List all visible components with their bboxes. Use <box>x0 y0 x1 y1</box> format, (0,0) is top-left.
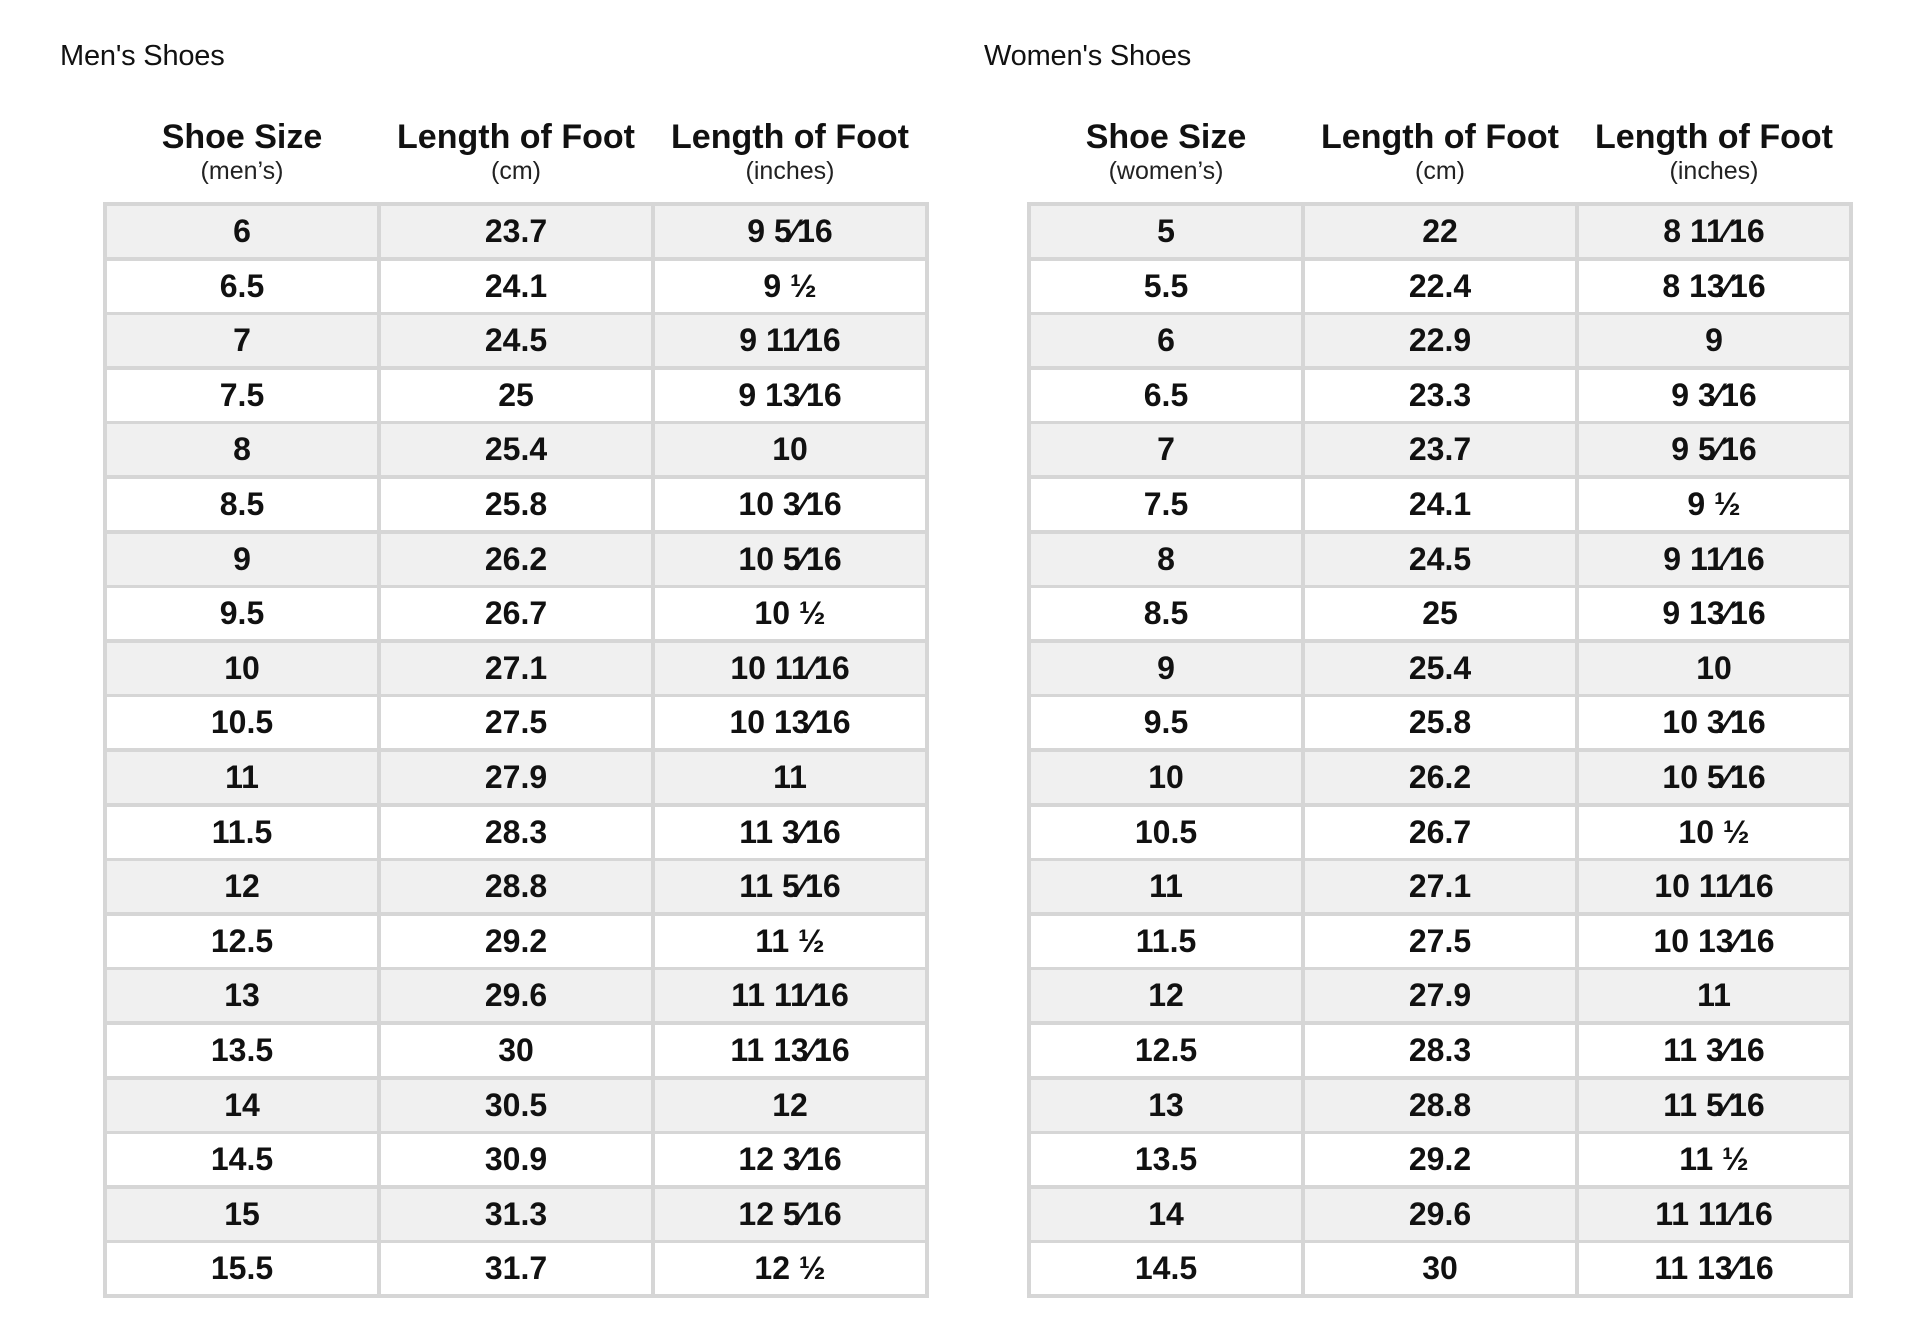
shoe-size-cell: 14 <box>1031 1189 1301 1240</box>
table-row <box>107 1243 925 1294</box>
womens-header-shoe-size <box>1029 118 1303 194</box>
length-cm-cell: 25.4 <box>381 424 651 475</box>
header-main: Length of Foot <box>397 118 635 156</box>
shoe-size-cell: 7.5 <box>107 370 377 421</box>
table-row <box>1031 1243 1849 1294</box>
shoe-size-cell: 8.5 <box>1031 588 1301 639</box>
shoe-size-cell: 6 <box>107 206 377 257</box>
shoe-size-cell: 12.5 <box>1031 1025 1301 1076</box>
length-inches-cell: 11 ½ <box>655 916 925 967</box>
table-row <box>1031 970 1849 1021</box>
shoe-size-cell: 9.5 <box>107 588 377 639</box>
header-sub: (men’s) <box>200 157 284 185</box>
length-cm-cell: 30.9 <box>381 1134 651 1185</box>
length-cm-cell: 29.6 <box>381 970 651 1021</box>
table-row <box>107 206 925 257</box>
length-cm-cell: 30 <box>381 1025 651 1076</box>
length-cm-cell: 26.7 <box>1305 807 1575 858</box>
length-inches-cell: 10 3⁄16 <box>655 479 925 530</box>
length-cm-cell: 28.3 <box>381 807 651 858</box>
length-cm-cell: 28.8 <box>381 861 651 912</box>
table-row <box>107 1025 925 1076</box>
length-cm-cell: 27.1 <box>1305 861 1575 912</box>
shoe-size-cell: 12.5 <box>107 916 377 967</box>
length-cm-cell: 28.8 <box>1305 1080 1575 1131</box>
header-sub: (inches) <box>745 157 835 185</box>
length-inches-cell: 9 ½ <box>655 261 925 312</box>
length-inches-cell: 12 5⁄16 <box>655 1189 925 1240</box>
length-inches-cell: 10 13⁄16 <box>1579 916 1849 967</box>
length-inches-cell: 12 <box>655 1080 925 1131</box>
length-inches-cell: 11 3⁄16 <box>1579 1025 1849 1076</box>
length-inches-cell: 11 5⁄16 <box>655 861 925 912</box>
shoe-size-cell: 12 <box>1031 970 1301 1021</box>
length-cm-cell: 31.3 <box>381 1189 651 1240</box>
shoe-size-cell: 5 <box>1031 206 1301 257</box>
header-sub: (cm) <box>491 157 541 185</box>
table-row <box>107 916 925 967</box>
mens-header-length-cm <box>379 118 653 194</box>
header-main: Shoe Size <box>161 118 323 156</box>
table-row <box>1031 206 1849 257</box>
shoe-size-cell: 8 <box>1031 534 1301 585</box>
table-row <box>1031 807 1849 858</box>
header-main: Length of Foot <box>1595 118 1833 156</box>
length-cm-cell: 28.3 <box>1305 1025 1575 1076</box>
header-main: Shoe Size <box>1085 118 1247 156</box>
length-inches-cell: 11 <box>655 752 925 803</box>
length-cm-cell: 25 <box>381 370 651 421</box>
shoe-size-cell: 13.5 <box>107 1025 377 1076</box>
womens-size-table <box>1027 202 1853 1298</box>
shoe-size-cell: 9 <box>1031 643 1301 694</box>
length-cm-cell: 30.5 <box>381 1080 651 1131</box>
womens-header-length-cm <box>1303 118 1577 194</box>
table-row <box>1031 1134 1849 1185</box>
length-inches-cell: 12 ½ <box>655 1243 925 1294</box>
shoe-size-cell: 12 <box>107 861 377 912</box>
length-cm-cell: 25.4 <box>1305 643 1575 694</box>
length-cm-cell: 30 <box>1305 1243 1575 1294</box>
table-row <box>1031 697 1849 748</box>
length-cm-cell: 29.2 <box>381 916 651 967</box>
length-inches-cell: 9 ½ <box>1579 479 1849 530</box>
length-inches-cell: 9 5⁄16 <box>1579 424 1849 475</box>
shoe-size-cell: 10 <box>1031 752 1301 803</box>
length-inches-cell: 10 ½ <box>655 588 925 639</box>
length-cm-cell: 27.9 <box>1305 970 1575 1021</box>
table-row <box>107 1080 925 1131</box>
shoe-size-cell: 11 <box>1031 861 1301 912</box>
length-inches-cell: 10 13⁄16 <box>655 697 925 748</box>
length-cm-cell: 27.9 <box>381 752 651 803</box>
table-row <box>1031 424 1849 475</box>
table-row <box>1031 752 1849 803</box>
length-inches-cell: 10 <box>655 424 925 475</box>
length-cm-cell: 24.5 <box>381 315 651 366</box>
shoe-size-cell: 13.5 <box>1031 1134 1301 1185</box>
length-cm-cell: 22.9 <box>1305 315 1575 366</box>
header-main: Length of Foot <box>671 118 909 156</box>
shoe-size-cell: 7 <box>1031 424 1301 475</box>
table-row <box>1031 643 1849 694</box>
shoe-size-cell: 6.5 <box>107 261 377 312</box>
length-inches-cell: 11 5⁄16 <box>1579 1080 1849 1131</box>
table-row <box>1031 1189 1849 1240</box>
shoe-size-cell: 15.5 <box>107 1243 377 1294</box>
shoe-size-cell: 14 <box>107 1080 377 1131</box>
table-row <box>107 588 925 639</box>
shoe-size-cell: 14.5 <box>1031 1243 1301 1294</box>
table-row <box>107 970 925 1021</box>
shoe-size-cell: 6 <box>1031 315 1301 366</box>
length-inches-cell: 8 13⁄16 <box>1579 261 1849 312</box>
length-cm-cell: 23.3 <box>1305 370 1575 421</box>
length-cm-cell: 31.7 <box>381 1243 651 1294</box>
length-inches-cell: 9 5⁄16 <box>655 206 925 257</box>
length-inches-cell: 10 ½ <box>1579 807 1849 858</box>
table-row <box>107 479 925 530</box>
shoe-size-cell: 5.5 <box>1031 261 1301 312</box>
table-row <box>107 424 925 475</box>
length-cm-cell: 29.6 <box>1305 1189 1575 1240</box>
length-cm-cell: 27.1 <box>381 643 651 694</box>
length-inches-cell: 11 13⁄16 <box>1579 1243 1849 1294</box>
length-inches-cell: 11 11⁄16 <box>655 970 925 1021</box>
womens-section-title: Women's Shoes <box>984 40 1192 72</box>
header-sub: (inches) <box>1669 157 1759 185</box>
shoe-size-cell: 9.5 <box>1031 697 1301 748</box>
length-cm-cell: 25 <box>1305 588 1575 639</box>
shoe-size-cell: 11.5 <box>1031 916 1301 967</box>
length-inches-cell: 12 3⁄16 <box>655 1134 925 1185</box>
length-cm-cell: 22.4 <box>1305 261 1575 312</box>
length-inches-cell: 10 <box>1579 643 1849 694</box>
shoe-size-cell: 15 <box>107 1189 377 1240</box>
length-cm-cell: 24.1 <box>381 261 651 312</box>
womens-column-headers <box>1029 118 1851 194</box>
mens-header-length-inches <box>653 118 927 194</box>
length-inches-cell: 11 13⁄16 <box>655 1025 925 1076</box>
womens-header-length-inches <box>1577 118 1851 194</box>
length-cm-cell: 23.7 <box>381 206 651 257</box>
table-row <box>1031 916 1849 967</box>
table-row <box>1031 370 1849 421</box>
shoe-size-cell: 9 <box>107 534 377 585</box>
table-row <box>1031 588 1849 639</box>
shoe-size-cell: 10 <box>107 643 377 694</box>
table-row <box>1031 861 1849 912</box>
table-row <box>107 861 925 912</box>
shoe-size-cell: 8.5 <box>107 479 377 530</box>
table-row <box>107 261 925 312</box>
length-inches-cell: 11 11⁄16 <box>1579 1189 1849 1240</box>
length-inches-cell: 9 11⁄16 <box>655 315 925 366</box>
length-cm-cell: 27.5 <box>381 697 651 748</box>
length-inches-cell: 9 13⁄16 <box>1579 588 1849 639</box>
shoe-size-cell: 10.5 <box>107 697 377 748</box>
table-row <box>1031 534 1849 585</box>
table-row <box>1031 1080 1849 1131</box>
shoe-size-cell: 7 <box>107 315 377 366</box>
length-inches-cell: 8 11⁄16 <box>1579 206 1849 257</box>
header-main: Length of Foot <box>1321 118 1559 156</box>
table-row <box>107 534 925 585</box>
shoe-size-cell: 13 <box>1031 1080 1301 1131</box>
shoe-size-cell: 10.5 <box>1031 807 1301 858</box>
header-sub: (women’s) <box>1108 157 1224 185</box>
shoe-size-cell: 6.5 <box>1031 370 1301 421</box>
length-inches-cell: 10 5⁄16 <box>655 534 925 585</box>
mens-size-table <box>103 202 929 1298</box>
length-inches-cell: 10 11⁄16 <box>1579 861 1849 912</box>
length-inches-cell: 9 13⁄16 <box>655 370 925 421</box>
table-row <box>1031 261 1849 312</box>
shoe-size-cell: 8 <box>107 424 377 475</box>
table-row <box>107 1134 925 1185</box>
table-row <box>107 1189 925 1240</box>
length-cm-cell: 24.5 <box>1305 534 1575 585</box>
shoe-size-cell: 11 <box>107 752 377 803</box>
length-inches-cell: 9 <box>1579 315 1849 366</box>
table-row <box>107 315 925 366</box>
length-cm-cell: 26.7 <box>381 588 651 639</box>
length-inches-cell: 11 <box>1579 970 1849 1021</box>
length-inches-cell: 10 11⁄16 <box>655 643 925 694</box>
shoe-size-cell: 14.5 <box>107 1134 377 1185</box>
table-row <box>107 697 925 748</box>
shoe-size-cell: 11.5 <box>107 807 377 858</box>
length-inches-cell: 10 3⁄16 <box>1579 697 1849 748</box>
length-inches-cell: 9 11⁄16 <box>1579 534 1849 585</box>
length-inches-cell: 11 ½ <box>1579 1134 1849 1185</box>
length-inches-cell: 11 3⁄16 <box>655 807 925 858</box>
length-cm-cell: 25.8 <box>1305 697 1575 748</box>
mens-header-shoe-size <box>105 118 379 194</box>
mens-column-headers <box>105 118 927 194</box>
table-row <box>1031 479 1849 530</box>
length-cm-cell: 22 <box>1305 206 1575 257</box>
length-cm-cell: 23.7 <box>1305 424 1575 475</box>
table-row <box>1031 1025 1849 1076</box>
table-row <box>107 643 925 694</box>
table-row <box>107 370 925 421</box>
length-cm-cell: 29.2 <box>1305 1134 1575 1185</box>
length-cm-cell: 26.2 <box>1305 752 1575 803</box>
length-inches-cell: 10 5⁄16 <box>1579 752 1849 803</box>
length-cm-cell: 25.8 <box>381 479 651 530</box>
length-cm-cell: 26.2 <box>381 534 651 585</box>
shoe-size-cell: 7.5 <box>1031 479 1301 530</box>
length-cm-cell: 24.1 <box>1305 479 1575 530</box>
length-cm-cell: 27.5 <box>1305 916 1575 967</box>
shoe-size-cell: 13 <box>107 970 377 1021</box>
table-row <box>107 752 925 803</box>
header-sub: (cm) <box>1415 157 1465 185</box>
table-row <box>1031 315 1849 366</box>
mens-section-title: Men's Shoes <box>60 40 225 72</box>
length-inches-cell: 9 3⁄16 <box>1579 370 1849 421</box>
table-row <box>107 807 925 858</box>
